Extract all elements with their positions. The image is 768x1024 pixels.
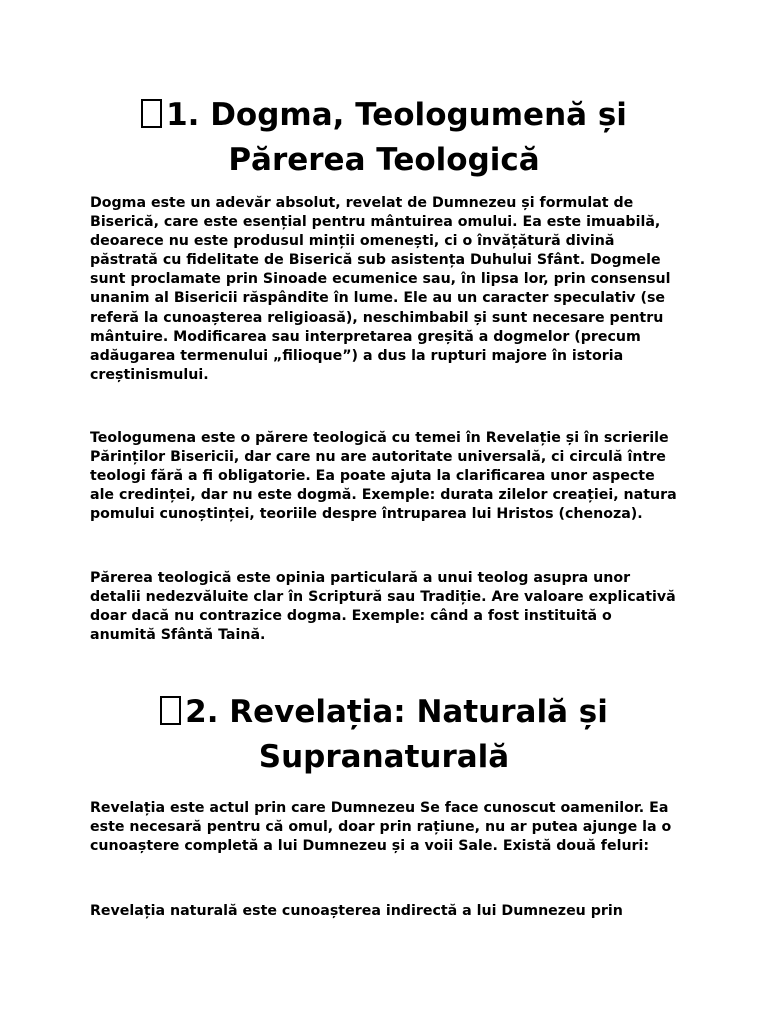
section-1-heading bbox=[90, 93, 678, 183]
paragraph-revelatia-naturala: Revelația naturală este cunoașterea indirectă a lui Dumnezeu prin bbox=[90, 903, 623, 919]
section-1-heading-line2: Părerea Teologică bbox=[228, 142, 540, 178]
paragraph-revelatia: Revelația este actul prin care Dumnezeu Se face cunoscut oamenilor. Ea este necesară pentru că omul, doar prin rațiune, nu ar putea ajunge la o cunoaștere completă a lui Dumnezeu și a voii Sale. Există două feluri: bbox=[90, 800, 672, 855]
section-2-heading-line1: 2. Revelația: Naturală și bbox=[185, 694, 608, 730]
section-2-heading bbox=[90, 690, 678, 780]
missing-glyph-icon bbox=[141, 99, 162, 128]
section-2-heading-line2: Supranaturală bbox=[258, 739, 510, 775]
missing-glyph-icon bbox=[160, 696, 181, 725]
paragraph-dogma: Dogma este un adevăr absolut, revelat de Dumnezeu și formulat de Biserică, care este esențial pentru mântuirea omului. Ea este imuabilă, deoarece nu este produsul minții omenești, ci o învățătură divină păstrată cu fidelitate de Biserică sub asistența Duhului Sfânt. Dogmele sunt proclamate prin Sinoade ecumenice sau, în lipsa lor, prin consensul unanim al Bisericii răspândite în lume. Ele au un caracter speculativ (se referă la cunoașterea religioasă), neschimbabil și sunt necesare pentru mântuire. Modificarea sau interpretarea greșită a dogmelor (precum adăugarea termenului „filioque”) a dus la rupturi majore în istoria creștinismului. bbox=[90, 195, 671, 383]
paragraph-teologumena: Teologumena este o părere teologică cu temei în Revelație și în scrierile Părinților Bisericii, dar care nu are autoritate universală, ci circulă între teologi fără a fi obligatorie. Ea poate ajuta la clarificarea unor aspecte ale credinței, dar nu este dogmă. Exemple: durata zilelor creației, natura pomului cunoștinței, teoriile despre întruparea lui Hristos (chenoza). bbox=[90, 430, 677, 523]
section-1-heading-line1: 1. Dogma, Teologumenă și bbox=[166, 97, 627, 133]
paragraph-parerea-teologica: Părerea teologică este opinia particulară a unui teolog asupra unor detalii nedezvăluite clar în Scriptură sau Tradiție. Are valoare explicativă doar dacă nu contrazice dogma. Exemple: când a fost instituită o anumită Sfântă Taină. bbox=[90, 570, 676, 644]
